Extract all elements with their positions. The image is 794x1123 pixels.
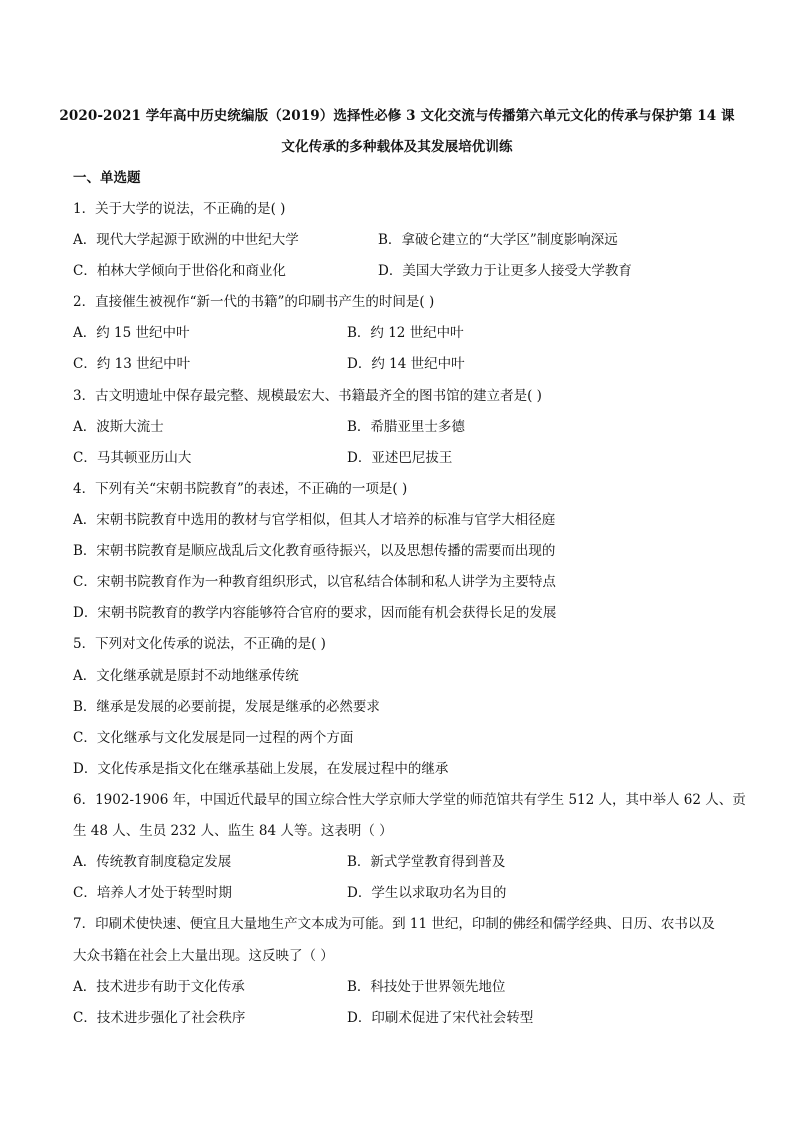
question-2-option-a: A．约 15 世纪中叶 [73,325,190,341]
question-5-option-b: B．继承是发展的必要前提，发展是继承的必然要求 [73,699,380,715]
question-4-option-b: B．宋朝书院教育是顺应战乱后文化教育亟待振兴，以及思想传播的需要而出现的 [73,543,556,559]
question-3-stem: 3．古文明遗址中保存最完整、规模最宏大、书籍最齐全的图书馆的建立者是( ) [73,388,542,404]
question-6-option-c: C．培养人才处于转型时期 [73,885,232,901]
question-3-option-b: B．希腊亚里士多德 [347,419,465,435]
question-4-option-c: C．宋朝书院教育作为一种教育组织形式，以官私结合体制和私人讲学为主要特点 [73,574,556,590]
question-1-stem: 1．关于大学的说法，不正确的是( ) [73,201,286,217]
question-1-option-a: A．现代大学起源于欧洲的中世纪大学 [73,232,299,248]
question-6-stem-line1: 6．1902-1906 年，中国近代最早的国立综合性大学京师大学堂的师范馆共有学生 512 人，其中举人 62 人、贡 [73,792,746,808]
question-1-option-b: B．拿破仑建立的“大学区”制度影响深远 [378,232,618,248]
question-7-option-d: D．印刷术促进了宋代社会转型 [347,1010,534,1026]
question-5-stem: 5．下列对文化传承的说法，不正确的是( ) [73,636,326,652]
question-3-option-c: C．马其顿亚历山大 [73,450,192,466]
question-1-option-d: D．美国大学致力于让更多人接受大学教育 [378,263,632,279]
question-4-stem: 4．下列有关“宋朝书院教育”的表述，不正确的一项是( ) [73,481,408,497]
question-3-option-a: A．波斯大流士 [73,419,164,435]
question-1-option-c: C．柏林大学倾向于世俗化和商业化 [73,263,286,279]
question-2-option-d: D．约 14 世纪中叶 [347,356,465,372]
question-7-option-a: A．技术进步有助于文化传承 [73,979,245,995]
question-7-stem-line2: 大众书籍在社会上大量出现。这反映了（ ） [73,948,334,964]
question-6-option-a: A．传统教育制度稳定发展 [73,854,232,870]
section-heading: 一、单选题 [73,170,141,186]
question-4-option-d: D．宋朝书院教育的教学内容能够符合官府的要求，因而能有机会获得长足的发展 [73,605,557,621]
question-7-option-b: B．科技处于世界领先地位 [347,979,506,995]
question-7-stem-line1: 7．印刷术使快速、便宜且大量地生产文本成为可能。到 11 世纪，印制的佛经和儒学经典、日历、农书以及 [73,916,715,932]
question-4-option-a: A．宋朝书院教育中选用的教材与官学相似，但其人才培养的标准与官学大相径庭 [73,512,556,528]
document-title-line2: 文化传承的多种载体及其发展培优训练 [281,139,513,155]
document-title-line1: 2020-2021 学年高中历史统编版（2019）选择性必修 3 文化交流与传播第六单元文化的传承与保护第 14 课 [59,108,735,124]
question-6-option-b: B．新式学堂教育得到普及 [347,854,506,870]
question-6-option-d: D．学生以求取功名为目的 [347,885,507,901]
question-3-option-d: D．亚述巴尼拔王 [347,450,453,466]
question-5-option-a: A．文化继承就是原封不动地继承传统 [73,668,299,684]
question-2-stem: 2．直接催生被视作“新一代的书籍”的印刷书产生的时间是( ) [73,294,435,310]
question-6-stem-line2: 生 48 人、生员 232 人、监生 84 人等。这表明（ ） [73,823,393,839]
question-5-option-c: C．文化继承与文化发展是同一过程的两个方面 [73,730,354,746]
question-7-option-c: C．技术进步强化了社会秩序 [73,1010,246,1026]
question-2-option-b: B．约 12 世纪中叶 [347,325,464,341]
question-5-option-d: D．文化传承是指文化在继承基础上发展，在发展过程中的继承 [73,761,449,777]
question-2-option-c: C．约 13 世纪中叶 [73,356,191,372]
